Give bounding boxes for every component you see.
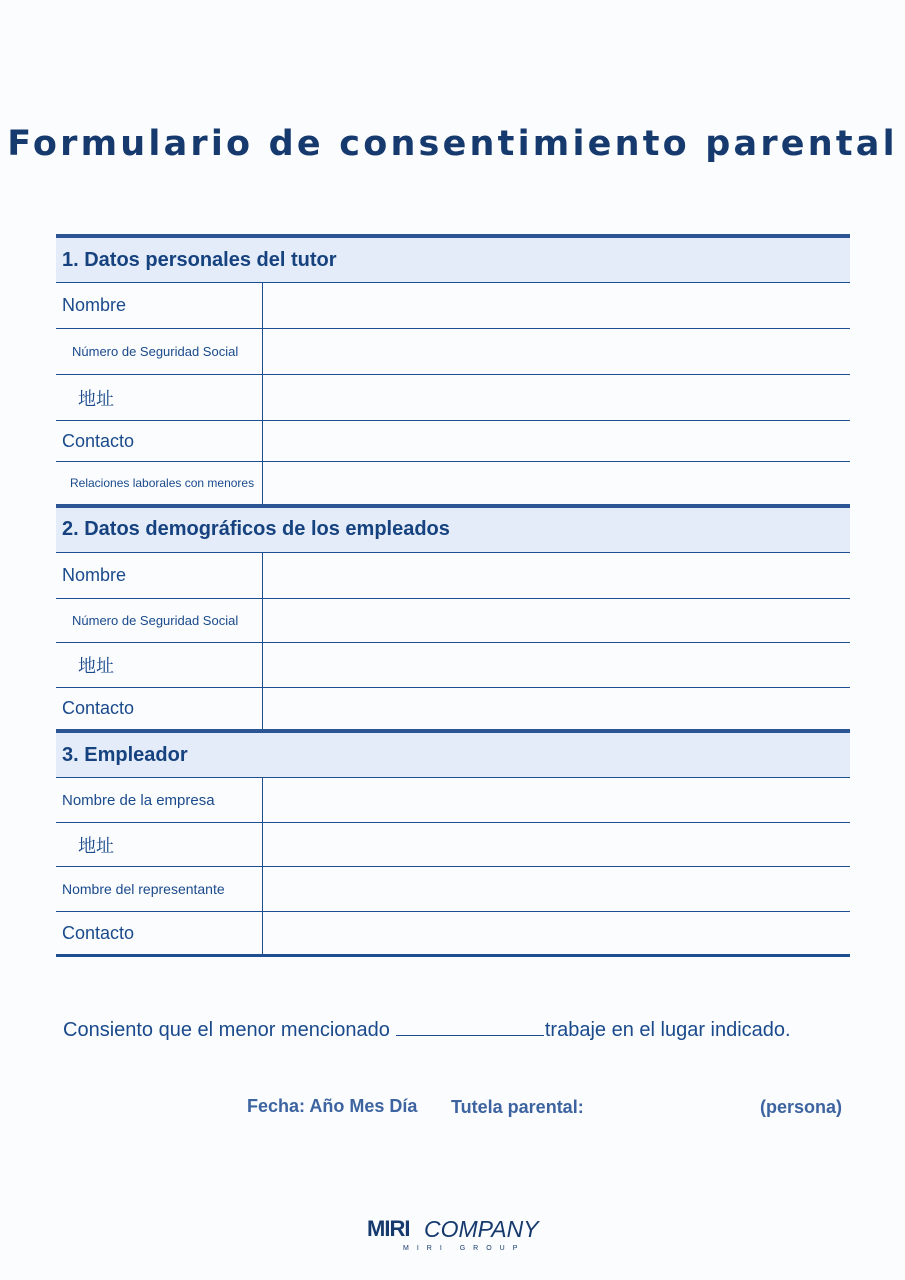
field-input[interactable]	[262, 462, 850, 506]
field-input[interactable]	[262, 421, 850, 462]
logo-company-text: COMPANY	[424, 1216, 539, 1242]
field-label: Relaciones laborales con menores	[56, 462, 262, 506]
form-row	[56, 598, 850, 642]
section-heading: 2. Datos demográficos de los empleados	[56, 506, 850, 553]
form-row	[56, 283, 850, 329]
field-input[interactable]	[262, 867, 850, 912]
form-row	[56, 867, 850, 912]
form-title: Formulario de consentimiento parental	[7, 124, 898, 164]
section-header	[56, 506, 850, 553]
consent-form-table	[56, 234, 850, 957]
field-input[interactable]	[262, 283, 850, 329]
minor-name-blank[interactable]	[396, 1017, 544, 1036]
field-input[interactable]	[262, 823, 850, 867]
date-field: Fecha: Año Mes Día	[247, 1096, 418, 1116]
field-input[interactable]	[262, 552, 850, 598]
field-label: Nombre del representante	[56, 867, 262, 912]
field-input[interactable]	[262, 687, 850, 731]
logo-group-text: MIRI GROUP	[403, 1245, 526, 1252]
form-row	[56, 462, 850, 506]
guardian-signature-label: Tutela parental:	[451, 1097, 584, 1117]
field-input[interactable]	[262, 778, 850, 823]
form-row	[56, 912, 850, 956]
field-label: Nombre	[56, 552, 262, 598]
field-input[interactable]	[262, 642, 850, 687]
consent-text-after: trabaje en el lugar indicado.	[544, 1019, 791, 1041]
person-label: (persona)	[760, 1097, 843, 1117]
form-row	[56, 687, 850, 731]
field-label: Contacto	[56, 912, 262, 956]
logo-mark: MIRI	[367, 1216, 410, 1241]
section-heading: 1. Datos personales del tutor	[56, 236, 850, 283]
field-input[interactable]	[262, 329, 850, 375]
field-label: Número de Seguridad Social	[56, 329, 262, 375]
form-row	[56, 823, 850, 867]
field-label: 地址	[56, 375, 262, 421]
field-label: 地址	[56, 823, 262, 867]
section-header	[56, 236, 850, 283]
form-row	[56, 421, 850, 462]
field-label: Número de Seguridad Social	[56, 598, 262, 642]
form-row	[56, 375, 850, 421]
form-row	[56, 778, 850, 823]
field-label: 地址	[56, 642, 262, 687]
section-header	[56, 731, 850, 778]
consent-text-before: Consiento que el menor mencionado	[63, 1019, 390, 1041]
field-input[interactable]	[262, 912, 850, 956]
field-input[interactable]	[262, 375, 850, 421]
section-heading: 3. Empleador	[56, 731, 850, 778]
field-label: Nombre	[56, 283, 262, 329]
consent-statement	[63, 1017, 791, 1042]
field-label: Contacto	[56, 421, 262, 462]
field-input[interactable]	[262, 598, 850, 642]
form-row	[56, 329, 850, 375]
form-row	[56, 642, 850, 687]
field-label: Contacto	[56, 687, 262, 731]
company-logo	[367, 1212, 542, 1256]
field-label: Nombre de la empresa	[56, 778, 262, 823]
form-row	[56, 552, 850, 598]
